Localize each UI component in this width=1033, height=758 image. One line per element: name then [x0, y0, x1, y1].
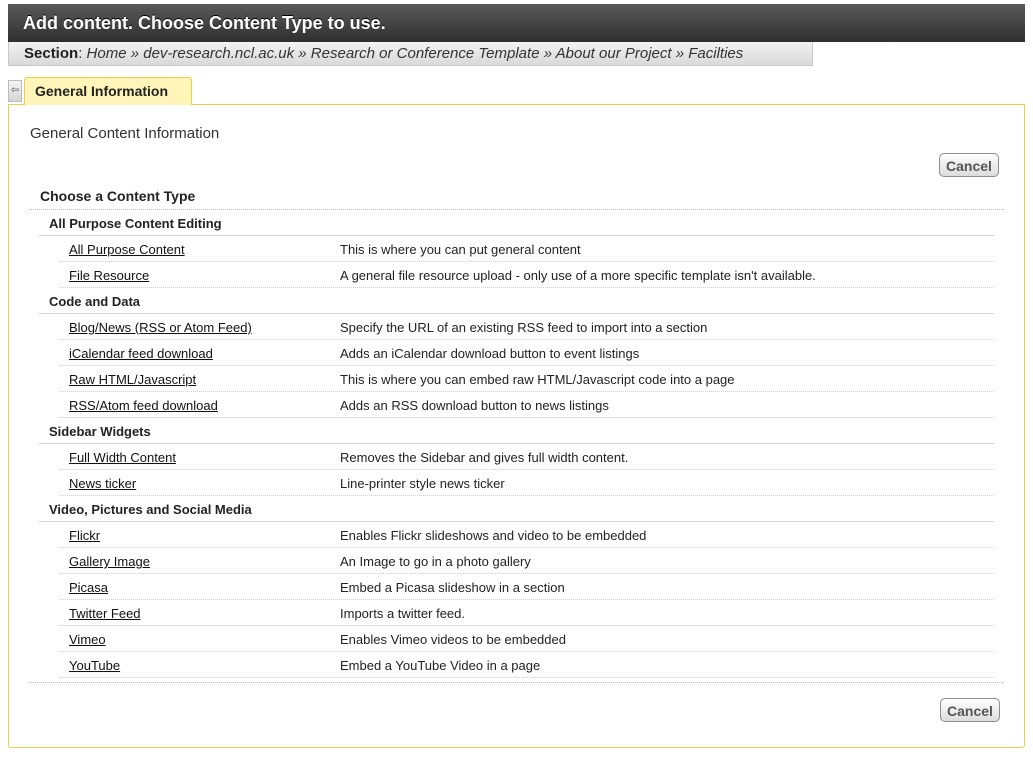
content-type-row [29, 314, 1004, 340]
content-type-description: Line-printer style news ticker [340, 476, 505, 491]
content-type-name-cell [29, 340, 340, 366]
panel-title: General Content Information [30, 125, 220, 142]
group-heading: Sidebar Widgets [29, 418, 1004, 444]
tab-label: General Information [35, 83, 169, 99]
content-type-row [29, 600, 1004, 626]
content-type-description: A general file resource upload - only use of a more specific template isn't available. [340, 268, 816, 283]
content-type-description: Adds an RSS download button to news listings [340, 398, 609, 413]
content-type-name-cell [29, 548, 340, 574]
content-type-row [29, 548, 1004, 574]
content-type-link[interactable]: News ticker [69, 476, 137, 491]
group-heading: Video, Pictures and Social Media [29, 496, 1004, 522]
content-type-row [29, 652, 1004, 678]
content-type-link[interactable]: Full Width Content [69, 450, 176, 465]
content-type-name-cell [29, 652, 340, 678]
content-type-list [29, 209, 1004, 683]
content-type-row [29, 470, 1004, 496]
choose-content-type-heading: Choose a Content Type [40, 188, 196, 204]
list-divider [29, 682, 1004, 683]
content-type-description: Embed a Picasa slideshow in a section [340, 580, 565, 595]
content-type-link[interactable]: Blog/News (RSS or Atom Feed) [69, 320, 252, 335]
content-type-link[interactable]: Flickr [69, 528, 101, 543]
cancel-button-top[interactable]: Cancel [939, 153, 999, 177]
content-type-description: An Image to go in a photo gallery [340, 554, 531, 569]
content-type-link[interactable]: iCalendar feed download [69, 346, 213, 361]
page-title: Add content. Choose Content Type to use. [23, 13, 386, 33]
content-type-description: Imports a twitter feed. [340, 606, 465, 621]
content-type-name-cell [29, 470, 340, 496]
content-type-row [29, 626, 1004, 652]
collapse-arrow-icon[interactable]: ⇦ [8, 80, 22, 102]
content-type-name-cell [29, 574, 340, 600]
content-type-description: Embed a YouTube Video in a page [340, 658, 541, 673]
content-type-link[interactable]: File Resource [69, 268, 150, 283]
content-type-name-cell [29, 522, 340, 548]
content-type-name-cell [29, 236, 340, 262]
breadcrumb: Section: Home » dev-research.ncl.ac.uk » Research or Conference Template » About our Project » Facilties [8, 42, 813, 66]
group-heading: Code and Data [29, 288, 1004, 314]
content-type-link[interactable]: RSS/Atom feed download [69, 398, 218, 413]
content-type-link[interactable]: Picasa [69, 580, 109, 595]
content-type-name-cell [29, 444, 340, 470]
content-type-row [29, 262, 1004, 288]
content-type-name-cell [29, 626, 340, 652]
content-type-description: Enables Flickr slideshows and video to be embedded [340, 528, 647, 543]
content-type-description: Enables Vimeo videos to be embedded [340, 632, 566, 647]
content-type-row [29, 574, 1004, 600]
content-type-description: Removes the Sidebar and gives full width content. [340, 450, 629, 465]
content-type-row [29, 236, 1004, 262]
content-type-link[interactable]: Twitter Feed [69, 606, 141, 621]
content-type-name-cell [29, 366, 340, 392]
content-type-description: Specify the URL of an existing RSS feed to import into a section [340, 320, 708, 335]
content-type-name-cell [29, 392, 340, 418]
content-type-link[interactable]: Raw HTML/Javascript [69, 372, 197, 387]
content-type-name-cell [29, 600, 340, 626]
page-header [8, 4, 1025, 42]
content-type-row [29, 340, 1004, 366]
content-type-row [29, 522, 1004, 548]
tab-general-information[interactable] [24, 77, 192, 105]
content-type-row [29, 366, 1004, 392]
content-type-description: Adds an iCalendar download button to event listings [340, 346, 640, 361]
content-type-link[interactable]: Vimeo [69, 632, 106, 647]
breadcrumb-trail: Home » dev-research.ncl.ac.uk » Research or Conference Template » About our Project » Facilties [86, 45, 744, 62]
content-type-name-cell [29, 262, 340, 288]
content-type-description: This is where you can embed raw HTML/Javascript code into a page [340, 372, 735, 387]
content-type-link[interactable]: Gallery Image [69, 554, 150, 569]
content-type-link[interactable]: YouTube [69, 658, 121, 673]
content-panel [8, 104, 1025, 748]
group-heading: All Purpose Content Editing [29, 210, 1004, 236]
content-type-row [29, 444, 1004, 470]
cancel-button-bottom[interactable]: Cancel [940, 698, 1000, 722]
breadcrumb-label: Section [24, 45, 79, 62]
content-type-description: This is where you can put general content [340, 242, 581, 257]
content-type-name-cell [29, 314, 340, 340]
content-type-row [29, 392, 1004, 418]
content-type-link[interactable]: All Purpose Content [69, 242, 185, 257]
